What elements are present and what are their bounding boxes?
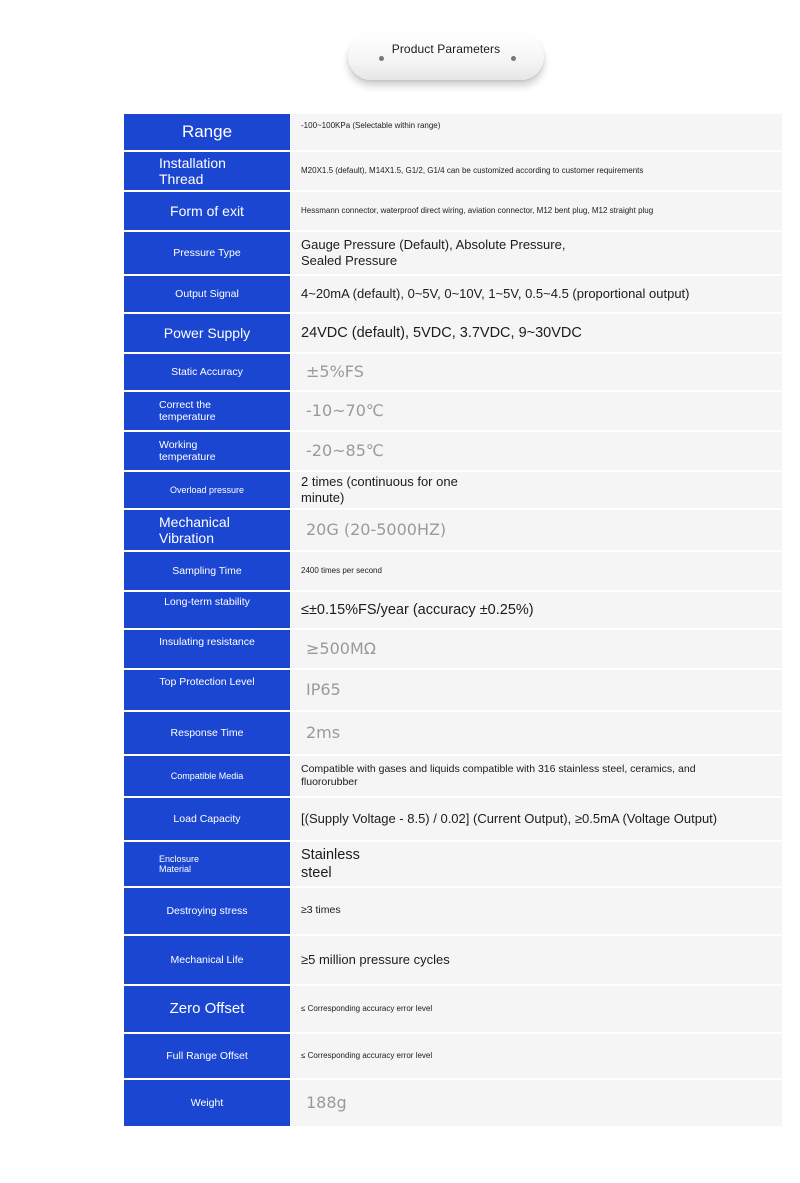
parameter-value: Compatible with gases and liquids compatible with 316 stainless steel, ceramics, and fluororubber [290,756,782,796]
table-row [124,1080,782,1126]
parameter-value: ≥3 times [290,888,782,934]
parameter-value: 20G (20-5000HZ) [290,510,782,550]
parameter-value: 188g [290,1080,782,1126]
parameter-label: Destroying stress [124,888,290,934]
bullet-dot-icon [379,56,384,61]
parameter-value: Hessmann connector, waterproof direct wiring, aviation connector, M12 bent plug, M12 straight plug [290,192,782,230]
parameter-label: Full Range Offset [124,1034,290,1078]
table-row [124,936,782,984]
parameter-value: Stainless steel [290,842,782,886]
section-title: Product Parameters [391,42,501,56]
parameter-value: 2 times (continuous for one minute) [290,472,782,508]
parameter-label: Top Protection Level [124,670,290,710]
parameter-value: ≤ Corresponding accuracy error level [290,1034,782,1078]
parameter-value: ≤ Corresponding accuracy error level [290,986,782,1032]
parameter-value: -100~100KPa (Selectable within range) [290,114,782,150]
parameter-value: 4~20mA (default), 0~5V, 0~10V, 1~5V, 0.5~4.5 (proportional output) [290,276,782,312]
table-row [124,888,782,934]
parameter-label: Long-term stability [124,592,290,628]
parameter-label: Overload pressure [124,472,290,508]
parameter-label: Mechanical Life [124,936,290,984]
parameters-table [124,114,782,1126]
parameter-label: Load Capacity [124,798,290,840]
bullet-dot-icon [511,56,516,61]
parameter-label: Response Time [124,712,290,754]
parameter-label: Working temperature [124,432,290,470]
table-row [124,552,782,590]
section-title-badge [348,34,544,80]
table-row [124,1034,782,1078]
table-row [124,842,782,886]
table-row [124,276,782,312]
parameter-value: 2400 times per second [290,552,782,590]
parameter-value: -10~70℃ [290,392,782,430]
parameter-label: Form of exit [124,192,290,230]
table-row [124,152,782,190]
parameter-label: Installation Thread [124,152,290,190]
parameter-label: Correct the temperature [124,392,290,430]
parameter-value: 2ms [290,712,782,754]
parameter-label: Output Signal [124,276,290,312]
parameter-label: Enclosure Material [124,842,290,886]
parameter-value: ≥5 million pressure cycles [290,936,782,984]
parameter-label: Power Supply [124,314,290,352]
parameter-label: Compatible Media [124,756,290,796]
table-row [124,114,782,150]
table-row [124,986,782,1032]
table-row [124,592,782,628]
table-row [124,798,782,840]
table-row [124,432,782,470]
parameter-label: Mechanical Vibration [124,510,290,550]
table-row [124,232,782,274]
table-row [124,192,782,230]
table-row [124,670,782,710]
table-row [124,392,782,430]
parameter-value: ±5%FS [290,354,782,390]
parameter-value: Gauge Pressure (Default), Absolute Pressure, Sealed Pressure [290,232,782,274]
table-row [124,712,782,754]
parameter-label: Pressure Type [124,232,290,274]
parameter-label: Insulating resistance [124,630,290,668]
parameter-value: IP65 [290,670,782,710]
table-row [124,472,782,508]
table-row [124,354,782,390]
parameter-label: Weight [124,1080,290,1126]
parameter-value: ≥500MΩ [290,630,782,668]
parameter-label: Zero Offset [124,986,290,1032]
parameter-value: -20~85℃ [290,432,782,470]
table-row [124,314,782,352]
parameter-label: Static Accuracy [124,354,290,390]
table-row [124,630,782,668]
parameter-value: 24VDC (default), 5VDC, 3.7VDC, 9~30VDC [290,314,782,352]
table-row [124,756,782,796]
parameter-value: ≤±0.15%FS/year (accuracy ±0.25%) [290,592,782,628]
parameter-label: Range [124,114,290,150]
parameter-label: Sampling Time [124,552,290,590]
parameter-value: [(Supply Voltage - 8.5) / 0.02] (Current Output), ≥0.5mA (Voltage Output) [290,798,782,840]
table-row [124,510,782,550]
parameter-value: M20X1.5 (default), M14X1.5, G1/2, G1/4 can be customized according to customer requirements [290,152,782,190]
